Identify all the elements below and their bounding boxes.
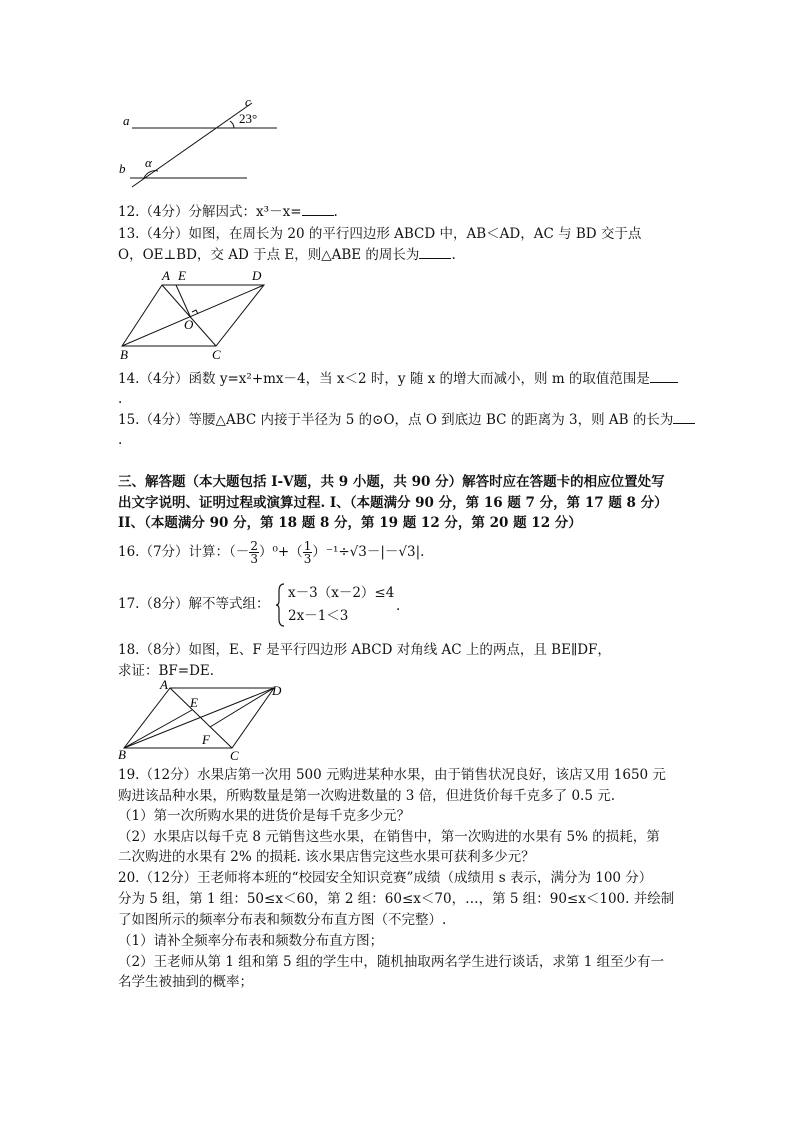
question-20-line4: （1）请补全频率分布表和频数分布直方图；	[118, 933, 384, 949]
section-3-heading-line2: 出文字说明、证明过程或演算过程. I、（本题满分 90 分，第 16 题 7 分，第 17 题 8 分）	[118, 495, 668, 511]
question-14-end: .	[118, 391, 123, 407]
fraction-1-3: $\frac{1}{3}$	[303, 539, 312, 566]
label-B: B	[118, 747, 126, 762]
question-20-line3: 了如图所示的频率分布表和频数分布直方图（不完整）.	[118, 912, 447, 928]
label-B: B	[120, 347, 128, 362]
section-3-heading-line3: II、（本题满分 90 分，第 18 题 8 分，第 19 题 12 分，第 20 题 12 分）	[118, 515, 582, 531]
label-O: O	[184, 317, 194, 332]
question-13-line2: O，OE⊥BD，交 AD 于点 E，则△ABE 的周长为 .	[118, 247, 456, 263]
question-15: 15.（4分）等腰△ABC 内接于半径为 5 的⊙O，点 O 到底边 BC 的距离为 3，则 AB 的长为	[118, 410, 695, 430]
question-18-line2: 求证：BF=DE.	[118, 663, 215, 679]
answer-blank	[302, 203, 334, 216]
parallel-lines-figure	[112, 95, 282, 190]
answer-blank	[650, 370, 678, 383]
question-18-line1: 18.（8分）如图，E、F 是平行四边形 ABCD 对角线 AC 上的两点，且 BE∥DF，	[118, 642, 611, 658]
inequality-2: 2x－1＜3	[288, 608, 349, 624]
label-A: A	[162, 268, 170, 283]
question-19-line3: （1）第一次所购水果的进货价是每千克多少元？	[118, 808, 411, 824]
question-20-line5: （2）王老师从第 1 组和第 5 组的学生中，随机抽取两名学生进行谈话，求第 1 组至少有一	[118, 954, 665, 970]
label-b: b	[119, 161, 126, 176]
parallelogram-figure-q18	[112, 680, 292, 762]
answer-blank	[419, 246, 451, 259]
label-D: D	[272, 683, 282, 698]
label-E: E	[178, 268, 186, 283]
question-20-line1: 20.（12分）王老师将本班的“校园安全知识竞赛”成绩（成绩用 s 表示，满分为 100 分）	[118, 870, 653, 886]
angle-23-label: 23°	[239, 111, 258, 126]
question-12: 12.（4分）分解因式：x³－x= .	[118, 204, 338, 220]
label-A: A	[160, 680, 168, 692]
section-3-heading-line1: 三、解答题（本大题包括 I-Ⅴ题，共 9 小题，共 90 分）解答时应在答题卡的相应位置处写	[118, 474, 665, 490]
label-C: C	[230, 748, 239, 762]
question-20-line6: 名学生被抽到的概率；	[118, 974, 253, 990]
question-16: 16.（7分）计算：（－ $\frac{2}{3}$ ）⁰+（ $\frac{1}{3}$ ）⁻¹÷√3－|－√3|.	[118, 539, 425, 566]
inequality-1: x－3（x－2）≤4	[288, 585, 395, 601]
question-20-line2: 分为 5 组，第 1 组：50≤x＜60，第 2 组：60≤x＜70，…，第 5 组：90≤x＜100. 并绘制	[118, 891, 675, 907]
label-C: C	[212, 347, 221, 362]
question-19-line4: （2）水果店以每千克 8 元销售这些水果，在销售中，第一次购进的水果有 5% 的损耗，第	[118, 829, 660, 845]
question-15-end: .	[118, 432, 123, 448]
question-19-line1: 19.（12分）水果店第一次用 500 元购进某种水果，由于销售状况良好，该店又用 1650 元	[118, 767, 666, 783]
parallelogram-figure-q13	[112, 266, 282, 364]
question-19-line2: 购进该品种水果，所购数量是第一次购进数量的 3 倍，但进货价每千克多了 0.5 元.	[118, 788, 616, 804]
label-E: E	[190, 695, 198, 710]
label-D: D	[252, 268, 262, 283]
label-a: a	[123, 113, 130, 128]
question-17-end: .	[396, 598, 401, 614]
label-F: F	[202, 732, 210, 747]
label-c: c	[245, 95, 251, 109]
answer-blank	[673, 411, 695, 424]
angle-alpha-label: α	[145, 155, 152, 170]
question-13-line1: 13.（4分）如图，在周长为 20 的平行四边形 ABCD 中，AB＜AD，AC 与 BD 交于点	[118, 226, 642, 242]
question-17: 17.（8分）解不等式组：	[118, 596, 270, 612]
system-brace	[276, 583, 286, 627]
fraction-2-3: $\frac{2}{3}$	[250, 539, 258, 566]
question-14: 14.（4分）函数 y=x²+mx－4，当 x＜2 时，y 随 x 的增大而减小，则 m 的取值范围是	[118, 369, 678, 389]
question-19-line5: 二次购进的水果有 2% 的损耗. 该水果店售完这些水果可获利多少元？	[118, 849, 535, 865]
